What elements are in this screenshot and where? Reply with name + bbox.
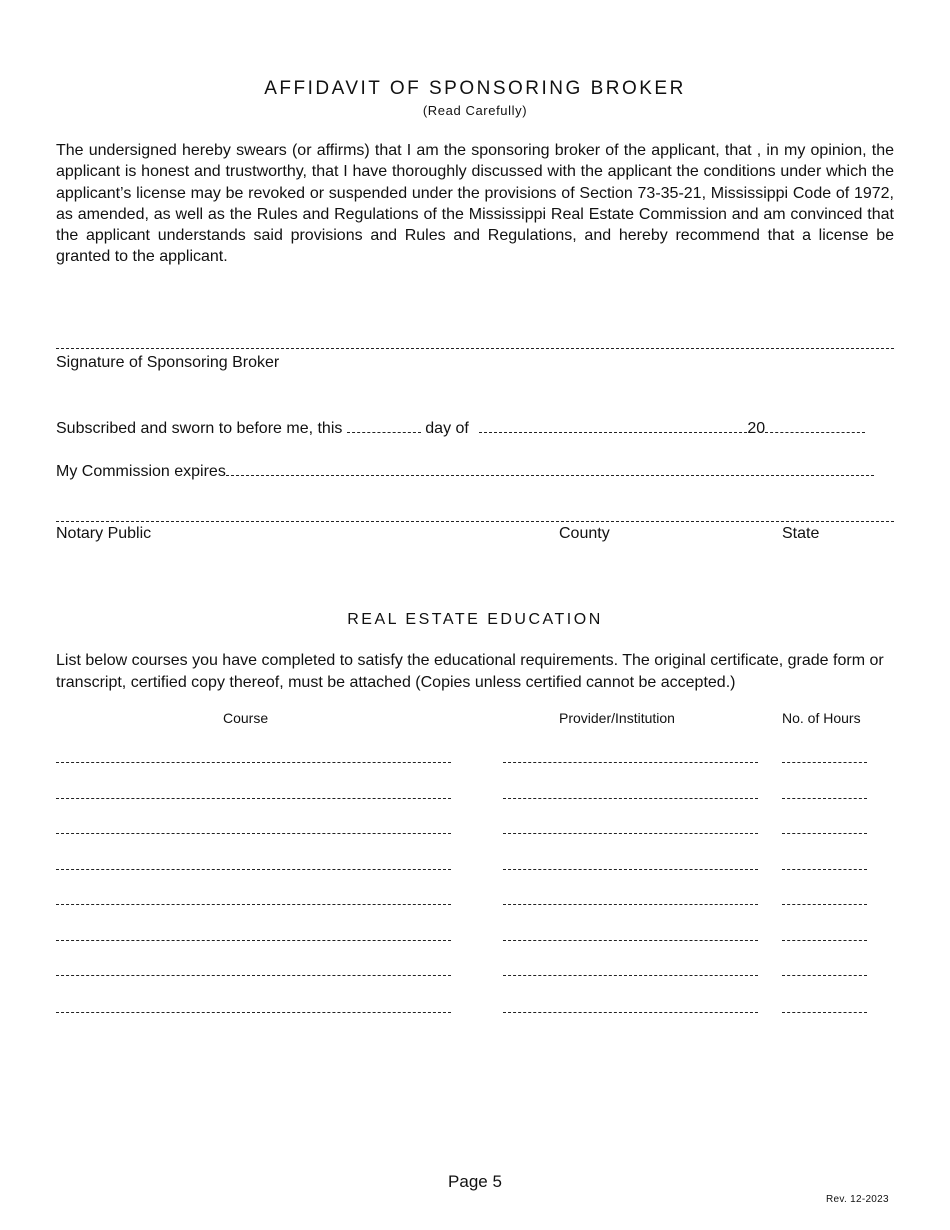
signature-line[interactable] — [56, 348, 894, 349]
hours-field[interactable] — [782, 798, 867, 799]
sworn-prefix: Subscribed and sworn to before me, this — [56, 420, 343, 437]
course-column-header: Course — [223, 710, 269, 726]
county-label: County — [559, 525, 610, 542]
affidavit-title: AFFIDAVIT OF SPONSORING BROKER — [264, 78, 686, 99]
hours-field[interactable] — [782, 940, 867, 941]
hours-column-header: No. of Hours — [782, 710, 861, 726]
course-field[interactable] — [56, 762, 451, 763]
sworn-day-field[interactable] — [347, 418, 421, 433]
affidavit-body: The undersigned hereby swears (or affirms) that I am the sponsoring broker of the applicant, that , in my opinion, the applicant is honest and trustworthy, that I have thoroughly discussed with the applicant the conditions under which the applicant’s license may be revoked or suspended under the provisions of Section 73-35-21, Mississippi Code of 1972, as amended, as well as the Rules and Regulations of the Mississippi Real Estate Commission and am convinced that the applicant understands said provisions and Rules and Regulations, and hereby recommend that a license be granted to the applicant. — [56, 142, 894, 266]
sworn-month-field[interactable] — [479, 418, 747, 433]
education-title: REAL ESTATE EDUCATION — [347, 611, 603, 628]
page-number: Page 5 — [448, 1172, 502, 1191]
provider-field[interactable] — [503, 798, 758, 799]
course-field[interactable] — [56, 1012, 451, 1013]
sworn-day-of: day of — [425, 420, 469, 437]
provider-field[interactable] — [503, 869, 758, 870]
education-instructions: List below courses you have completed to satisfy the educational requirements. The original certificate, grade form or transcript, certified copy thereof, must be attached (Copies unless certified cannot be accepted.) — [56, 652, 884, 691]
provider-field[interactable] — [503, 762, 758, 763]
course-field[interactable] — [56, 904, 451, 905]
course-field[interactable] — [56, 833, 451, 834]
sworn-year-prefix: 20 — [747, 420, 766, 437]
commission-field[interactable] — [226, 461, 874, 476]
notary-label: Notary Public — [56, 525, 152, 542]
state-label: State — [782, 525, 820, 542]
commission-row — [56, 461, 874, 481]
sworn-row — [56, 418, 865, 438]
provider-field[interactable] — [503, 904, 758, 905]
hours-field[interactable] — [782, 762, 867, 763]
provider-field[interactable] — [503, 1012, 758, 1013]
notary-line[interactable] — [56, 521, 894, 522]
hours-field[interactable] — [782, 904, 867, 905]
hours-field[interactable] — [782, 1012, 867, 1013]
affidavit-subtitle: (Read Carefully) — [422, 103, 528, 118]
hours-field[interactable] — [782, 833, 867, 834]
course-field[interactable] — [56, 798, 451, 799]
commission-label: My Commission expires — [56, 463, 226, 480]
course-field[interactable] — [56, 975, 451, 976]
hours-field[interactable] — [782, 975, 867, 976]
provider-field[interactable] — [503, 940, 758, 941]
course-field[interactable] — [56, 869, 451, 870]
provider-column-header: Provider/Institution — [559, 710, 675, 726]
sworn-year-field[interactable] — [765, 418, 865, 433]
provider-field[interactable] — [503, 833, 758, 834]
provider-field[interactable] — [503, 975, 758, 976]
signature-label: Signature of Sponsoring Broker — [56, 354, 280, 371]
course-field[interactable] — [56, 940, 451, 941]
revision-date: Rev. 12-2023 — [826, 1194, 889, 1205]
hours-field[interactable] — [782, 869, 867, 870]
